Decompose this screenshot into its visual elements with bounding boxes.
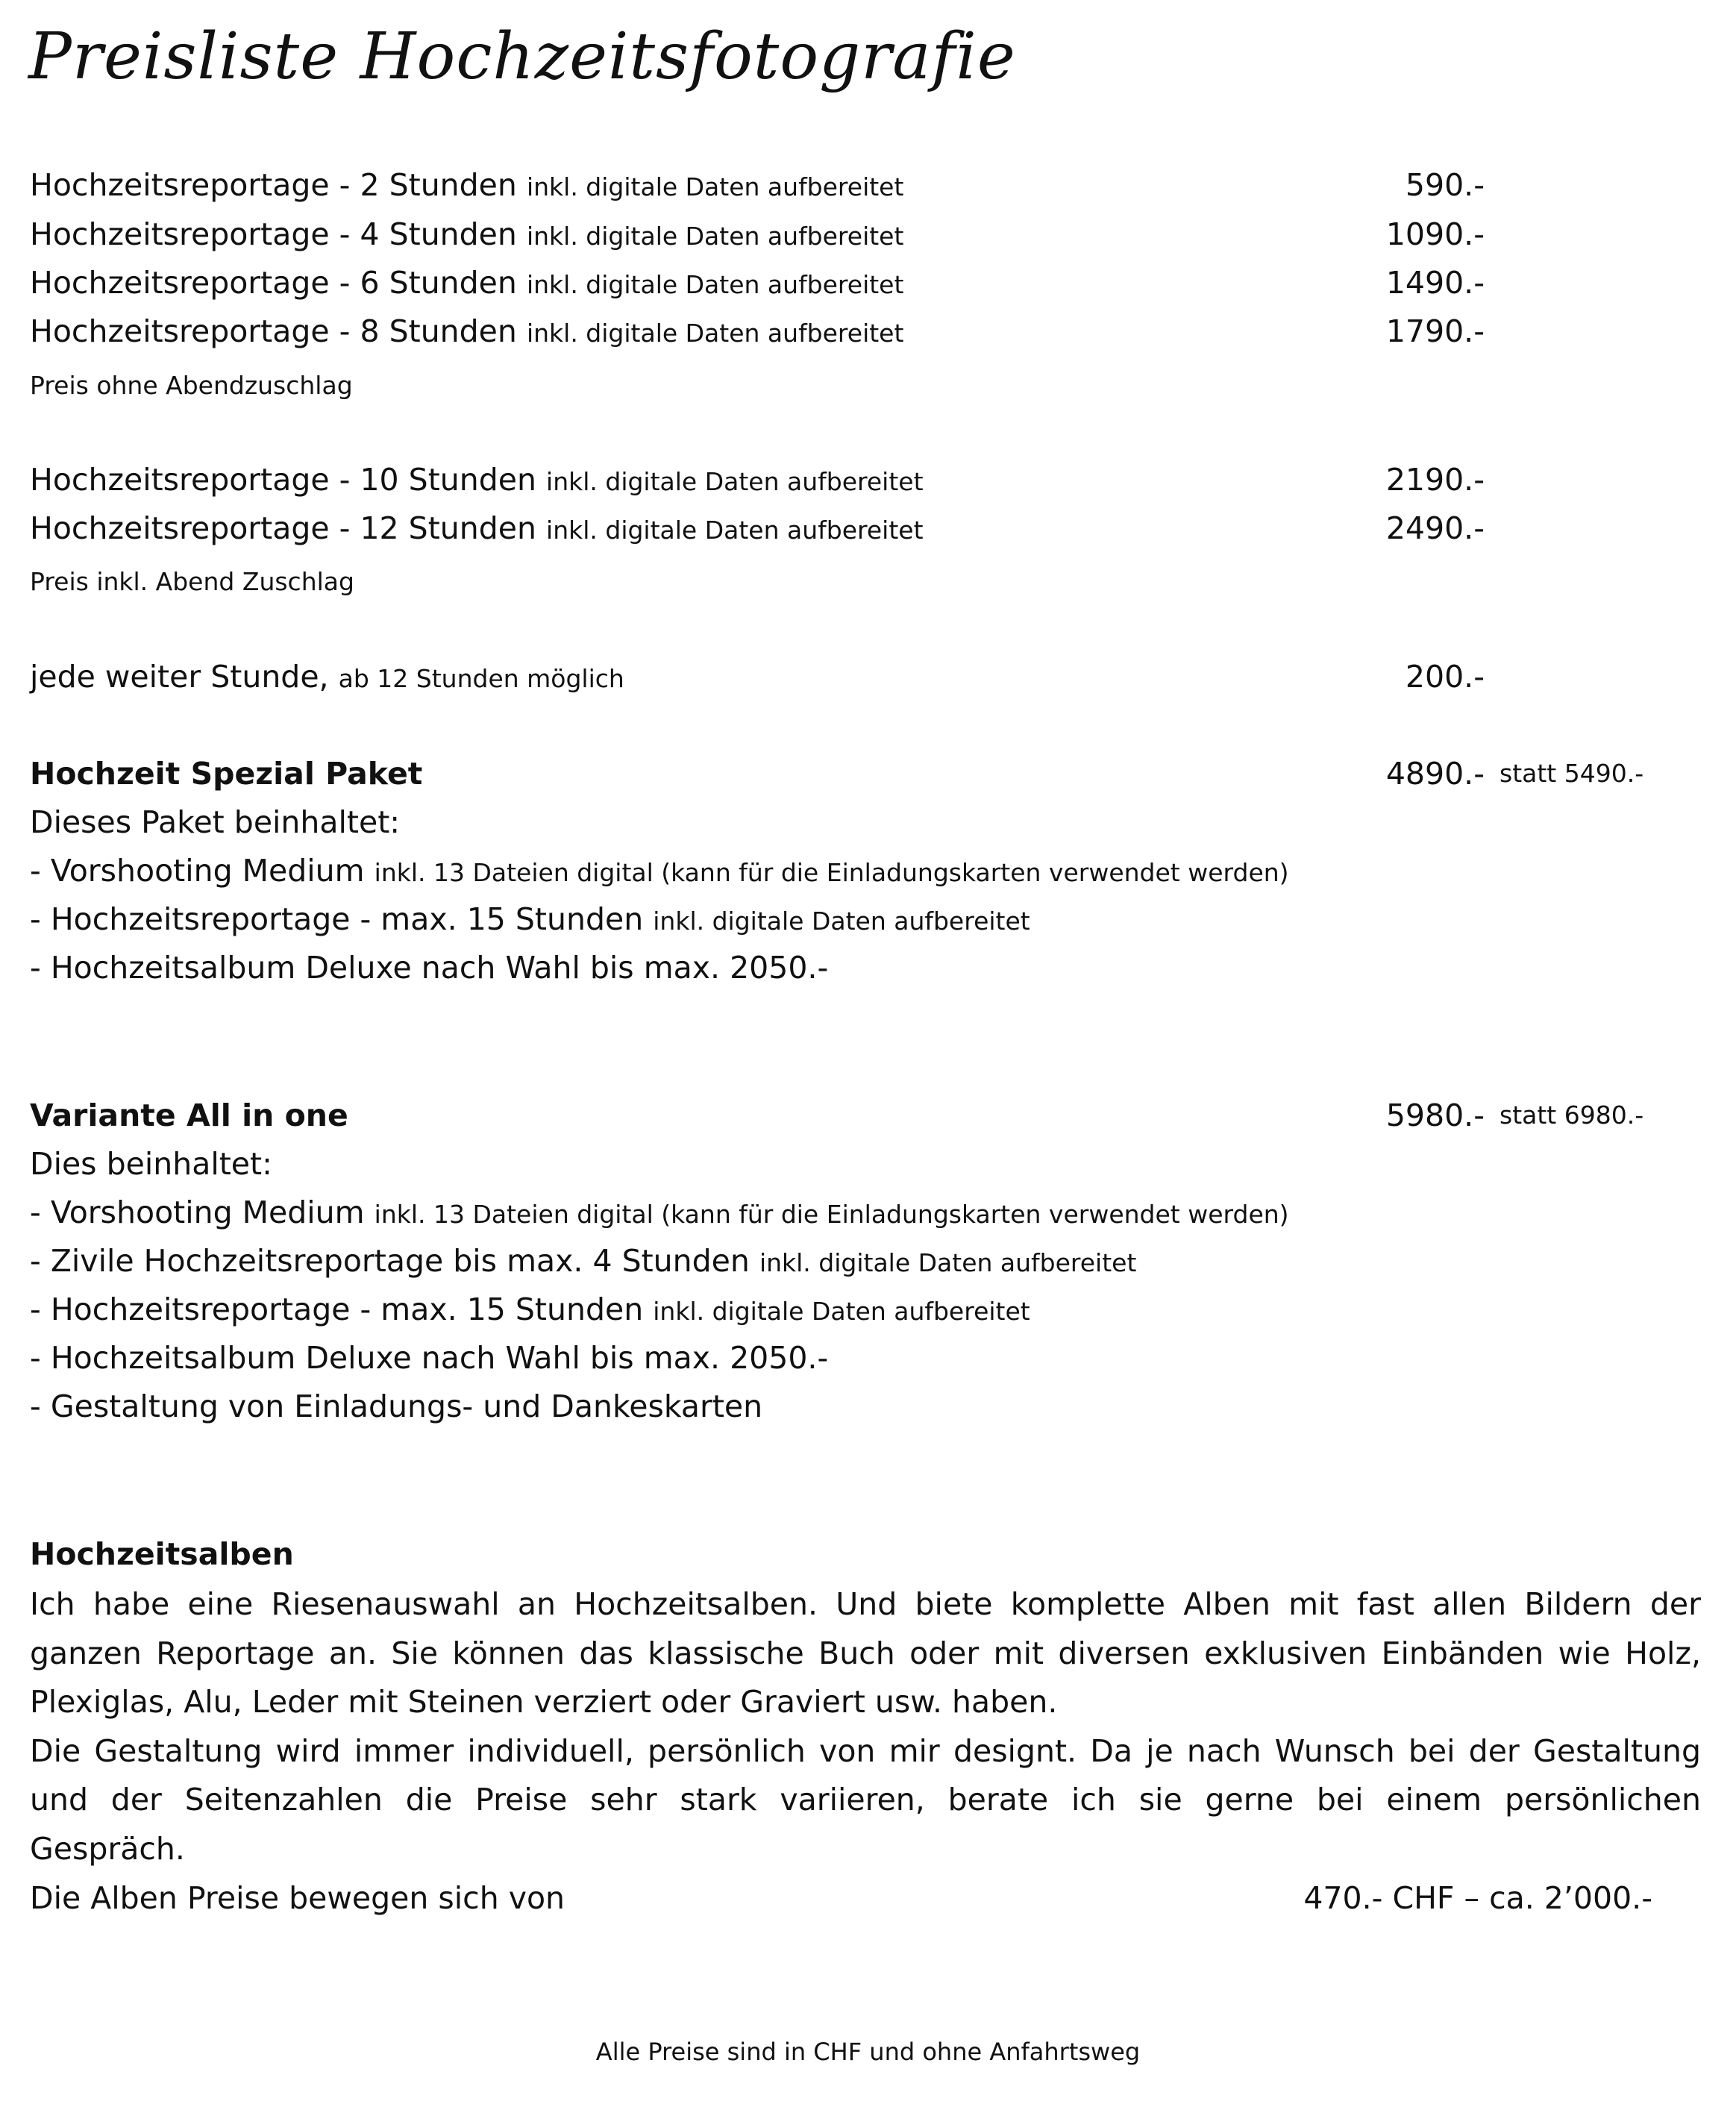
package-header bbox=[30, 749, 1708, 801]
package-item bbox=[30, 895, 1708, 947]
alben-description bbox=[30, 1580, 1701, 1873]
page-title: Preisliste Hochzeitsfotografie bbox=[28, 19, 1016, 94]
paragraph-line: Gespräch. bbox=[30, 1830, 185, 1867]
package-title: Variante All in one bbox=[30, 1098, 348, 1133]
item-detail: inkl. digitale Daten aufbereitet bbox=[653, 1297, 1030, 1326]
item-label: Hochzeitsreportage - 6 Stunden bbox=[30, 265, 517, 301]
package-intro bbox=[30, 798, 1708, 850]
item-label: Hochzeitsreportage - 4 Stunden bbox=[30, 216, 517, 252]
item-label: Hochzeitsreportage - 8 Stunden bbox=[30, 313, 517, 349]
item-detail: inkl. 13 Dateien digital (kann für die Einladungskarten verwendet werden) bbox=[374, 858, 1289, 887]
package-price: 4890.- bbox=[1385, 756, 1485, 792]
paragraph-line: ganzen Reportage an. Sie können das klassische Buch oder mit diversen exklusiven Einbänden wie Holz, bbox=[30, 1635, 1701, 1671]
package-title: Hochzeit Spezial Paket bbox=[30, 756, 423, 792]
price-row bbox=[30, 210, 1708, 262]
package-old-price: statt 5490.- bbox=[1500, 759, 1644, 788]
package-item bbox=[30, 1236, 1708, 1289]
item-label: Hochzeitsreportage - 10 Stunden bbox=[30, 462, 536, 498]
item-detail: inkl. digitale Daten aufbereitet bbox=[546, 516, 924, 545]
alben-price-label: Die Alben Preise bewegen sich von bbox=[30, 1880, 565, 1916]
price-row bbox=[30, 652, 1708, 704]
item-label: - Zivile Hochzeitsreportage bis max. 4 Stunden bbox=[30, 1243, 750, 1279]
item-price: 1490.- bbox=[1385, 265, 1485, 301]
alben-price-row bbox=[30, 1873, 1708, 1926]
item-price: 2490.- bbox=[1385, 510, 1485, 546]
item-price: 200.- bbox=[1405, 659, 1485, 695]
package-item bbox=[30, 1382, 1708, 1434]
package-item bbox=[30, 1285, 1708, 1337]
price-row bbox=[30, 160, 1708, 213]
package-old-price: statt 6980.- bbox=[1500, 1100, 1644, 1130]
price-row bbox=[30, 258, 1708, 310]
item-price: 1090.- bbox=[1385, 216, 1485, 252]
item-detail: inkl. digitale Daten aufbereitet bbox=[526, 222, 904, 251]
section-heading bbox=[30, 1530, 1708, 1582]
item-detail: inkl. digitale Daten aufbereitet bbox=[759, 1248, 1137, 1277]
price-note: Preis inkl. Abend Zuschlag bbox=[30, 567, 354, 596]
item-label: Hochzeitsreportage - 2 Stunden bbox=[30, 167, 517, 203]
item-price: 2190.- bbox=[1385, 462, 1485, 498]
price-row bbox=[30, 307, 1708, 359]
item-detail: inkl. digitale Daten aufbereitet bbox=[526, 319, 904, 348]
item-price: 590.- bbox=[1405, 167, 1485, 203]
price-note: Preis ohne Abendzuschlag bbox=[30, 371, 353, 400]
item-detail: inkl. digitale Daten aufbereitet bbox=[653, 907, 1030, 936]
item-detail: inkl. digitale Daten aufbereitet bbox=[526, 270, 904, 299]
alben-title: Hochzeitsalben bbox=[30, 1536, 294, 1572]
package-intro bbox=[30, 1139, 1708, 1192]
item-label: - Vorshooting Medium bbox=[30, 1195, 365, 1230]
item-price: 1790.- bbox=[1385, 313, 1485, 349]
item-detail: inkl. 13 Dateien digital (kann für die Einladungskarten verwendet werden) bbox=[374, 1200, 1289, 1229]
item-label: - Gestaltung von Einladungs- und Dankeskarten bbox=[30, 1388, 763, 1424]
price-row bbox=[30, 504, 1708, 556]
item-detail: ab 12 Stunden möglich bbox=[338, 664, 624, 693]
paragraph-line: Die Gestaltung wird immer individuell, persönlich von mir designt. Da je nach Wunsch bei der Gestaltung bbox=[30, 1732, 1701, 1769]
price-row bbox=[30, 455, 1708, 507]
item-label: - Hochzeitsreportage - max. 15 Stunden bbox=[30, 1291, 644, 1327]
package-item bbox=[30, 846, 1708, 898]
item-detail: inkl. digitale Daten aufbereitet bbox=[526, 172, 904, 201]
item-detail: inkl. digitale Daten aufbereitet bbox=[546, 467, 924, 496]
package-header bbox=[30, 1091, 1708, 1143]
item-label: jede weiter Stunde, bbox=[30, 659, 329, 695]
paragraph-line: und der Seitenzahlen die Preise sehr stark variieren, berate ich sie gerne bei einem persönlichen bbox=[30, 1782, 1701, 1817]
item-label: - Hochzeitsalbum Deluxe nach Wahl bis max. 2050.- bbox=[30, 950, 829, 986]
item-label: - Hochzeitsreportage - max. 15 Stunden bbox=[30, 901, 644, 937]
item-label: Hochzeitsreportage - 12 Stunden bbox=[30, 510, 536, 546]
package-item bbox=[30, 1188, 1708, 1240]
alben-price-range: 470.- CHF – ca. 2’000.- bbox=[1303, 1880, 1652, 1916]
item-label: - Hochzeitsalbum Deluxe nach Wahl bis max. 2050.- bbox=[30, 1340, 829, 1376]
package-intro-text: Dieses Paket beinhaltet: bbox=[30, 804, 401, 840]
item-label: - Vorshooting Medium bbox=[30, 853, 365, 889]
package-item bbox=[30, 1333, 1708, 1386]
package-item bbox=[30, 943, 1708, 995]
footer-note: Alle Preise sind in CHF und ohne Anfahrtsweg bbox=[595, 2038, 1141, 2066]
paragraph-line: Plexiglas, Alu, Leder mit Steinen verziert oder Graviert usw. haben. bbox=[30, 1684, 1058, 1720]
package-intro-text: Dies beinhaltet: bbox=[30, 1146, 272, 1182]
package-price: 5980.- bbox=[1385, 1098, 1485, 1133]
paragraph-line: Ich habe eine Riesenauswahl an Hochzeitsalben. Und biete komplette Alben mit fast allen Bildern der bbox=[30, 1586, 1701, 1622]
